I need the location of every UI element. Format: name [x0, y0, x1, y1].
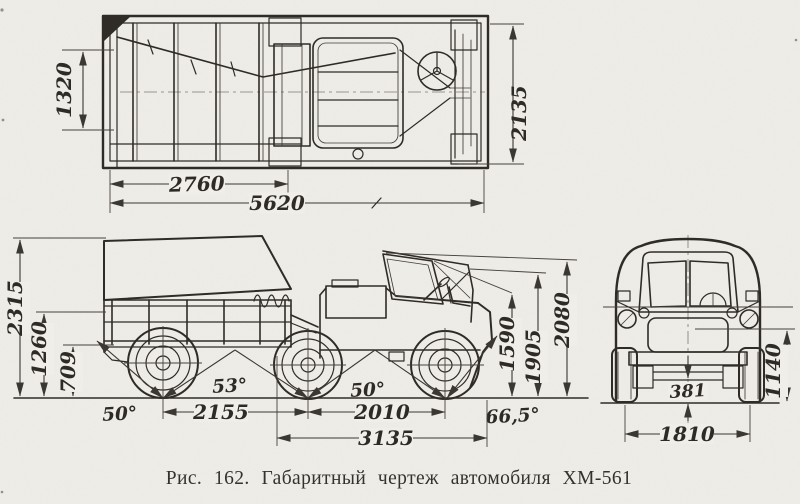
dim-label-2155: 2155 — [193, 400, 249, 424]
dim-label-1320: 1320 — [52, 62, 76, 118]
dim-label-2760: 2760 — [168, 171, 225, 197]
dim-label-381: 381 — [668, 381, 707, 403]
dim-label-1905: 1905 — [521, 329, 545, 385]
angle-label-53: 53° — [211, 375, 248, 398]
dim-label-2080: 2080 — [550, 292, 574, 348]
dim-label-3135: 3135 — [358, 426, 414, 450]
dim-label-1140: 1140 — [761, 343, 785, 399]
angle-label-50-right: 50° — [349, 379, 386, 402]
dim-label-2010: 2010 — [354, 400, 410, 424]
angle-label-66-5: 66,5° — [485, 404, 541, 429]
dim-label-1810: 1810 — [659, 422, 715, 446]
dim-label-709: 709 — [56, 351, 80, 393]
dim-label-2135: 2135 — [507, 85, 531, 141]
dim-label-5620: 5620 — [249, 191, 305, 215]
figure-caption: Рис. 162. Габаритный чертеж автомобиля ХМ-561 — [165, 468, 633, 489]
dim-label-1590: 1590 — [495, 316, 519, 372]
dim-label-1260: 1260 — [27, 321, 51, 377]
angle-label-50-left: 50° — [101, 403, 138, 426]
dim-label-2315: 2315 — [3, 280, 27, 336]
